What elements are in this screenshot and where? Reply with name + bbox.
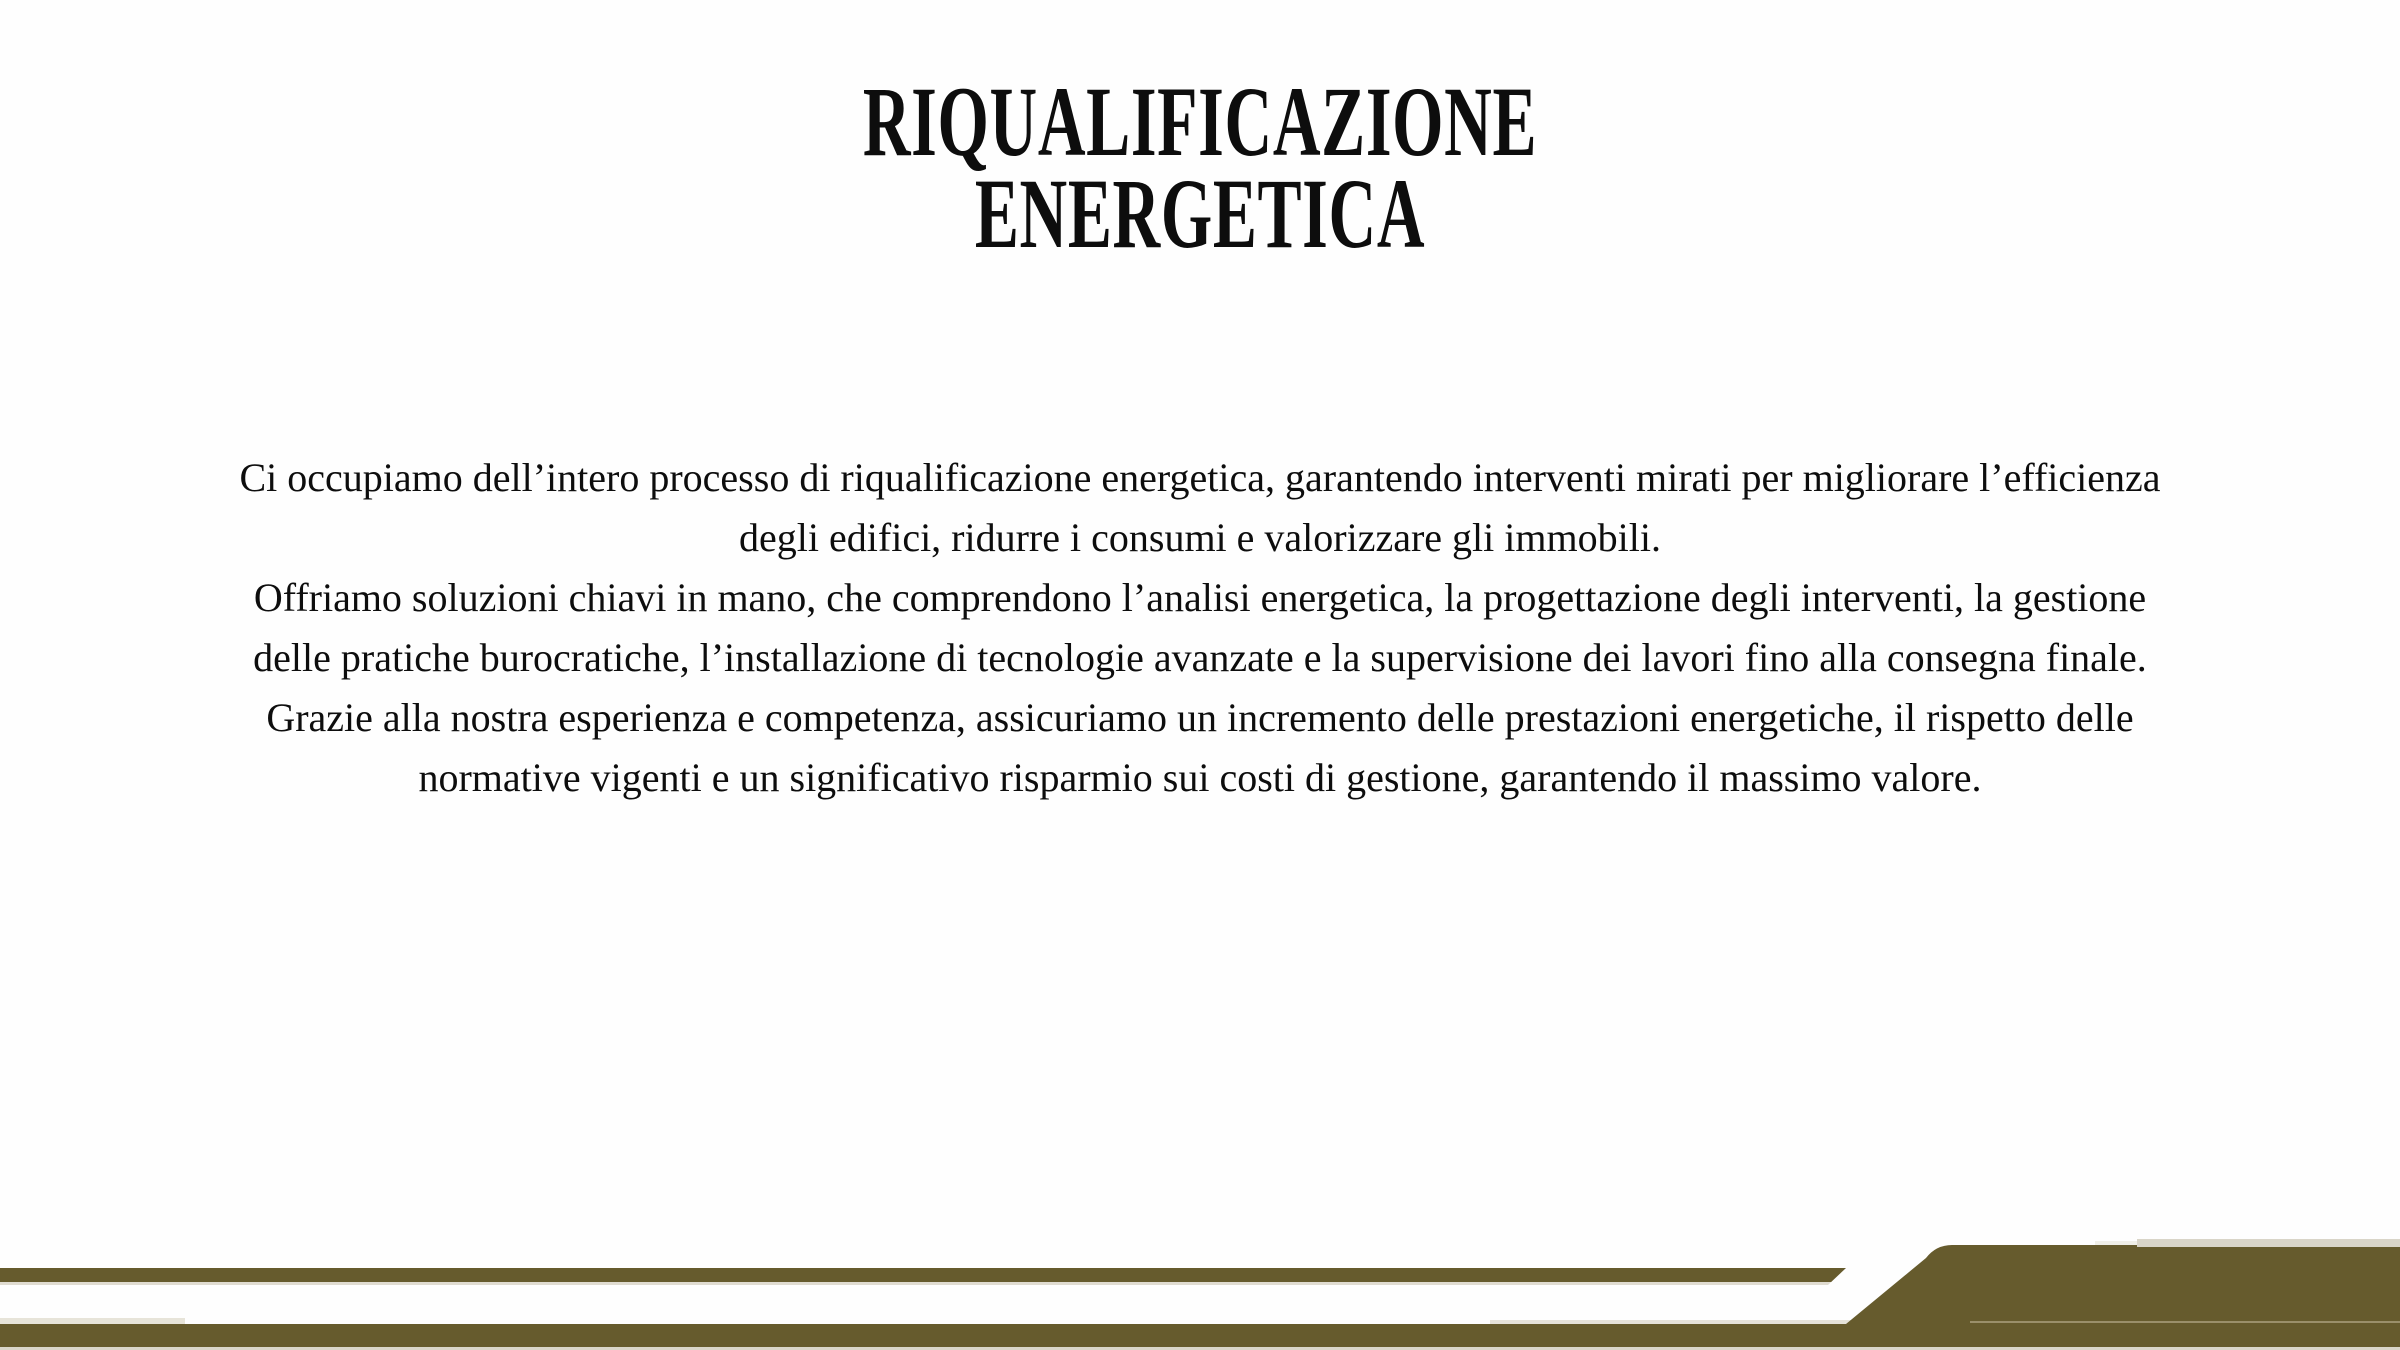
paragraph-1 bbox=[0, 448, 2400, 568]
paragraph-2 bbox=[0, 568, 2400, 688]
footer-corner-seam bbox=[1970, 1321, 2400, 1323]
footer-corner-shape bbox=[1846, 1245, 2400, 1324]
footer-thin-bar-fill bbox=[0, 1268, 1850, 1282]
body-line: normative vigenti e un significativo risparmio sui costi di gestione, garantendo il massimo valore. bbox=[418, 755, 1982, 800]
footer-thin-bar-trim bbox=[0, 1282, 1850, 1285]
footer-thin-bar bbox=[0, 1268, 1850, 1285]
body-line: Ci occupiamo dell’intero processo di riqualificazione energetica, garantendo interventi mirati per migliorare l’efficienza bbox=[239, 455, 2161, 500]
body-line: degli edifici, ridurre i consumi e valorizzare gli immobili. bbox=[739, 515, 1661, 560]
body-text bbox=[0, 448, 2400, 808]
body-line: Grazie alla nostra esperienza e competenza, assicuriamo un incremento delle prestazioni energetiche, il rispetto delle bbox=[266, 695, 2134, 740]
title-line-2: ENERGETICA bbox=[974, 158, 1426, 269]
body-line: delle pratiche burocratiche, l’installazione di tecnologie avanzate e la supervisione dei lavori fino alla consegna finale. bbox=[253, 635, 2147, 680]
footer-corner-path bbox=[1846, 1245, 2400, 1324]
footer-trim-top-right-light bbox=[2095, 1241, 2137, 1245]
footer-trim-left bbox=[0, 1318, 185, 1324]
title-line-1: RIQUALIFICAZIONE bbox=[862, 66, 1538, 177]
page-title bbox=[0, 66, 2400, 269]
body-line: Offriamo soluzioni chiavi in mano, che comprendono l’analisi energetica, la progettazione degli interventi, la gestione bbox=[253, 575, 2147, 620]
footer-trim-top-right bbox=[2137, 1239, 2400, 1247]
footer-trim-middle bbox=[1490, 1320, 1855, 1324]
footer-bottom-bar bbox=[0, 1324, 2400, 1350]
paragraph-3 bbox=[0, 688, 2400, 808]
